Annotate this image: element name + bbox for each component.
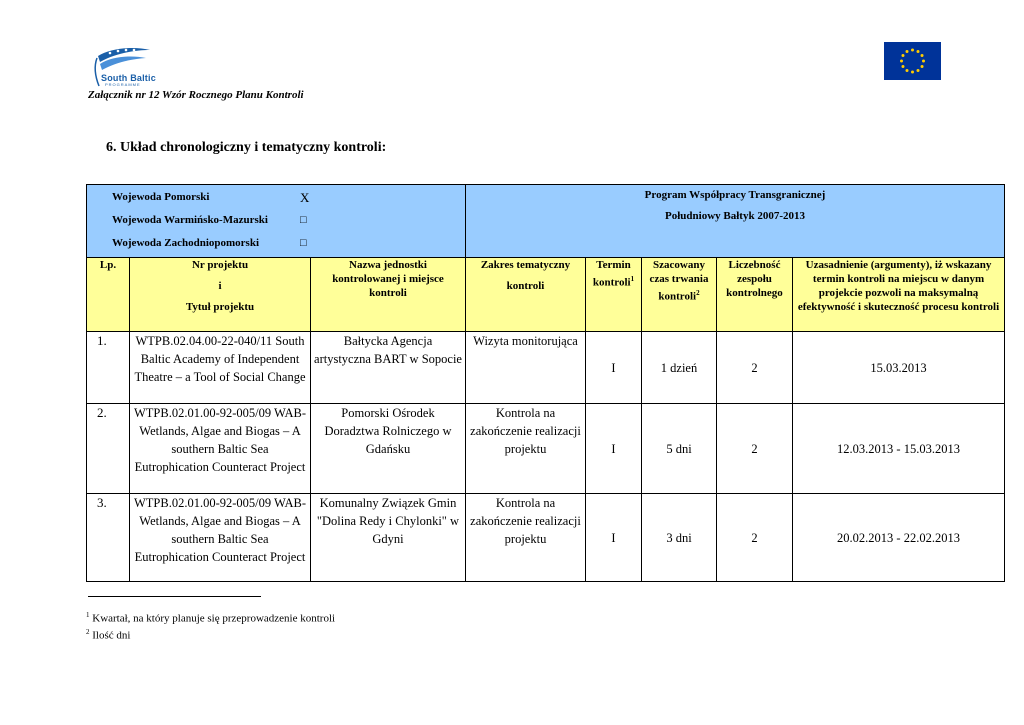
header-project xyxy=(130,258,311,332)
voivode-name: Wojewoda Pomorski xyxy=(112,191,210,203)
voivode-check: X xyxy=(300,190,310,205)
header-project-line: Tytuł projektu xyxy=(185,301,255,313)
header-duration xyxy=(642,258,717,332)
eu-star-icon xyxy=(911,71,914,74)
footnote-number: 2 xyxy=(86,627,90,636)
row-justification: 15.03.2013 xyxy=(793,332,1005,404)
eu-star-icon xyxy=(921,54,924,57)
row-project: WTPB.02.01.00-92-005/09 WAB- Wetlands, Algae and Biogas – A southern Baltic Sea Eutrophication Counteract Project xyxy=(130,494,311,582)
row-team: 2 xyxy=(717,494,793,582)
eu-star-icon xyxy=(906,69,909,72)
logo-name: South Baltic xyxy=(101,73,156,83)
header-term-text: Termin kontroli xyxy=(592,259,631,289)
voivode-check: □ xyxy=(300,214,307,226)
footnotes xyxy=(86,609,335,642)
row-unit: Bałtycka Agencja artystyczna BART w Sopocie xyxy=(311,332,466,404)
eu-star-icon xyxy=(900,60,903,63)
row-unit: Pomorski Ośrodek Doradztwa Rolniczego w Gdańsku xyxy=(311,404,466,494)
voivode-item xyxy=(90,186,462,209)
footnote-number: 1 xyxy=(86,611,90,619)
row-duration: 5 dni xyxy=(642,404,717,494)
eu-star-icon xyxy=(906,50,909,53)
row-term: I xyxy=(586,494,642,582)
table-row xyxy=(87,404,1005,494)
table-row xyxy=(87,494,1005,582)
header-scope xyxy=(466,258,586,332)
voivode-header-row xyxy=(87,185,1005,258)
eu-star-icon xyxy=(901,65,904,68)
voivode-item xyxy=(90,232,462,255)
header-scope-line: kontroli xyxy=(506,280,545,292)
row-project: WTPB.02.01.00-92-005/09 WAB- Wetlands, Algae and Biogas – A southern Baltic Sea Eutrophication Counteract Project xyxy=(130,404,311,494)
voivode-name: Wojewoda Warmińsko-Mazurski xyxy=(112,214,268,226)
column-header-row xyxy=(87,258,1005,332)
row-lp: 3. xyxy=(87,494,130,582)
voivode-name: Wojewoda Zachodniopomorski xyxy=(112,237,259,249)
header-justification: Uzasadnienie (argumenty), iż wskazany termin kontroli na miejscu w danym projekcie pozwoli na maksymalną efektywność i skuteczność procesu kontroli xyxy=(793,258,1005,332)
program-line-2: Południowy Bałtyk 2007-2013 xyxy=(665,210,805,222)
footnote-ref: 2 xyxy=(696,289,700,297)
footnote-text: Kwartał, na który planuje się przeprowadzenie kontroli xyxy=(92,612,336,625)
eu-star-icon xyxy=(917,69,920,72)
header-duration-text: Szacowany czas trwania kontroli xyxy=(649,259,709,303)
section-title: 6. Układ chronologiczny i tematyczny kontroli: xyxy=(106,140,387,155)
program-line-1: Program Współpracy Transgranicznej xyxy=(644,189,826,201)
row-term: I xyxy=(586,404,642,494)
footnote-separator xyxy=(88,596,261,597)
logo-subtitle: PROGRAMME xyxy=(105,82,141,87)
header-term xyxy=(586,258,642,332)
header-project-line: i xyxy=(218,280,222,292)
eu-star-icon xyxy=(911,49,914,52)
row-scope: Wizyta monitorująca xyxy=(466,332,586,404)
row-justification: 12.03.2013 - 15.03.2013 xyxy=(793,404,1005,494)
footnote-ref: 1 xyxy=(630,275,635,283)
eu-star-icon xyxy=(901,54,904,57)
header-team: Liczebność zespołu kontrolnego xyxy=(717,258,793,332)
row-justification: 20.02.2013 - 22.02.2013 xyxy=(793,494,1005,582)
footnote-item xyxy=(86,609,335,626)
eu-star-icon xyxy=(921,65,924,68)
control-plan-table xyxy=(86,184,1005,582)
row-lp: 1. xyxy=(87,332,130,404)
voivode-item xyxy=(90,209,462,232)
row-unit: Komunalny Związek Gmin "Dolina Redy i Chylonki" w Gdyni xyxy=(311,494,466,582)
header-project-line: Nr projektu xyxy=(191,259,249,271)
footnote-text: Ilość dni xyxy=(92,629,131,642)
footnote-item xyxy=(86,626,335,643)
row-duration: 3 dni xyxy=(642,494,717,582)
row-term: I xyxy=(586,332,642,404)
row-duration: 1 dzień xyxy=(642,332,717,404)
row-scope: Kontrola na zakończenie realizacji projektu xyxy=(466,404,586,494)
row-project: WTPB.02.04.00-22-040/11 South Baltic Academy of Independent Theatre – a Tool of Social Change xyxy=(130,332,311,404)
program-cell xyxy=(466,185,1005,258)
row-team: 2 xyxy=(717,404,793,494)
voivode-check: □ xyxy=(300,237,307,249)
header-scope-line: Zakres tematyczny xyxy=(480,259,571,271)
row-team: 2 xyxy=(717,332,793,404)
row-scope: Kontrola na zakończenie realizacji projektu xyxy=(466,494,586,582)
row-lp: 2. xyxy=(87,404,130,494)
eu-flag-icon xyxy=(884,42,941,80)
header-lp: Lp. xyxy=(87,258,130,332)
eu-star-icon xyxy=(917,50,920,53)
header-unit: Nazwa jednostki kontrolowanej i miejsce kontroli xyxy=(311,258,466,332)
eu-star-icon xyxy=(922,60,925,63)
table-row xyxy=(87,332,1005,404)
annex-title: Załącznik nr 12 Wzór Rocznego Planu Kontroli xyxy=(88,89,304,101)
